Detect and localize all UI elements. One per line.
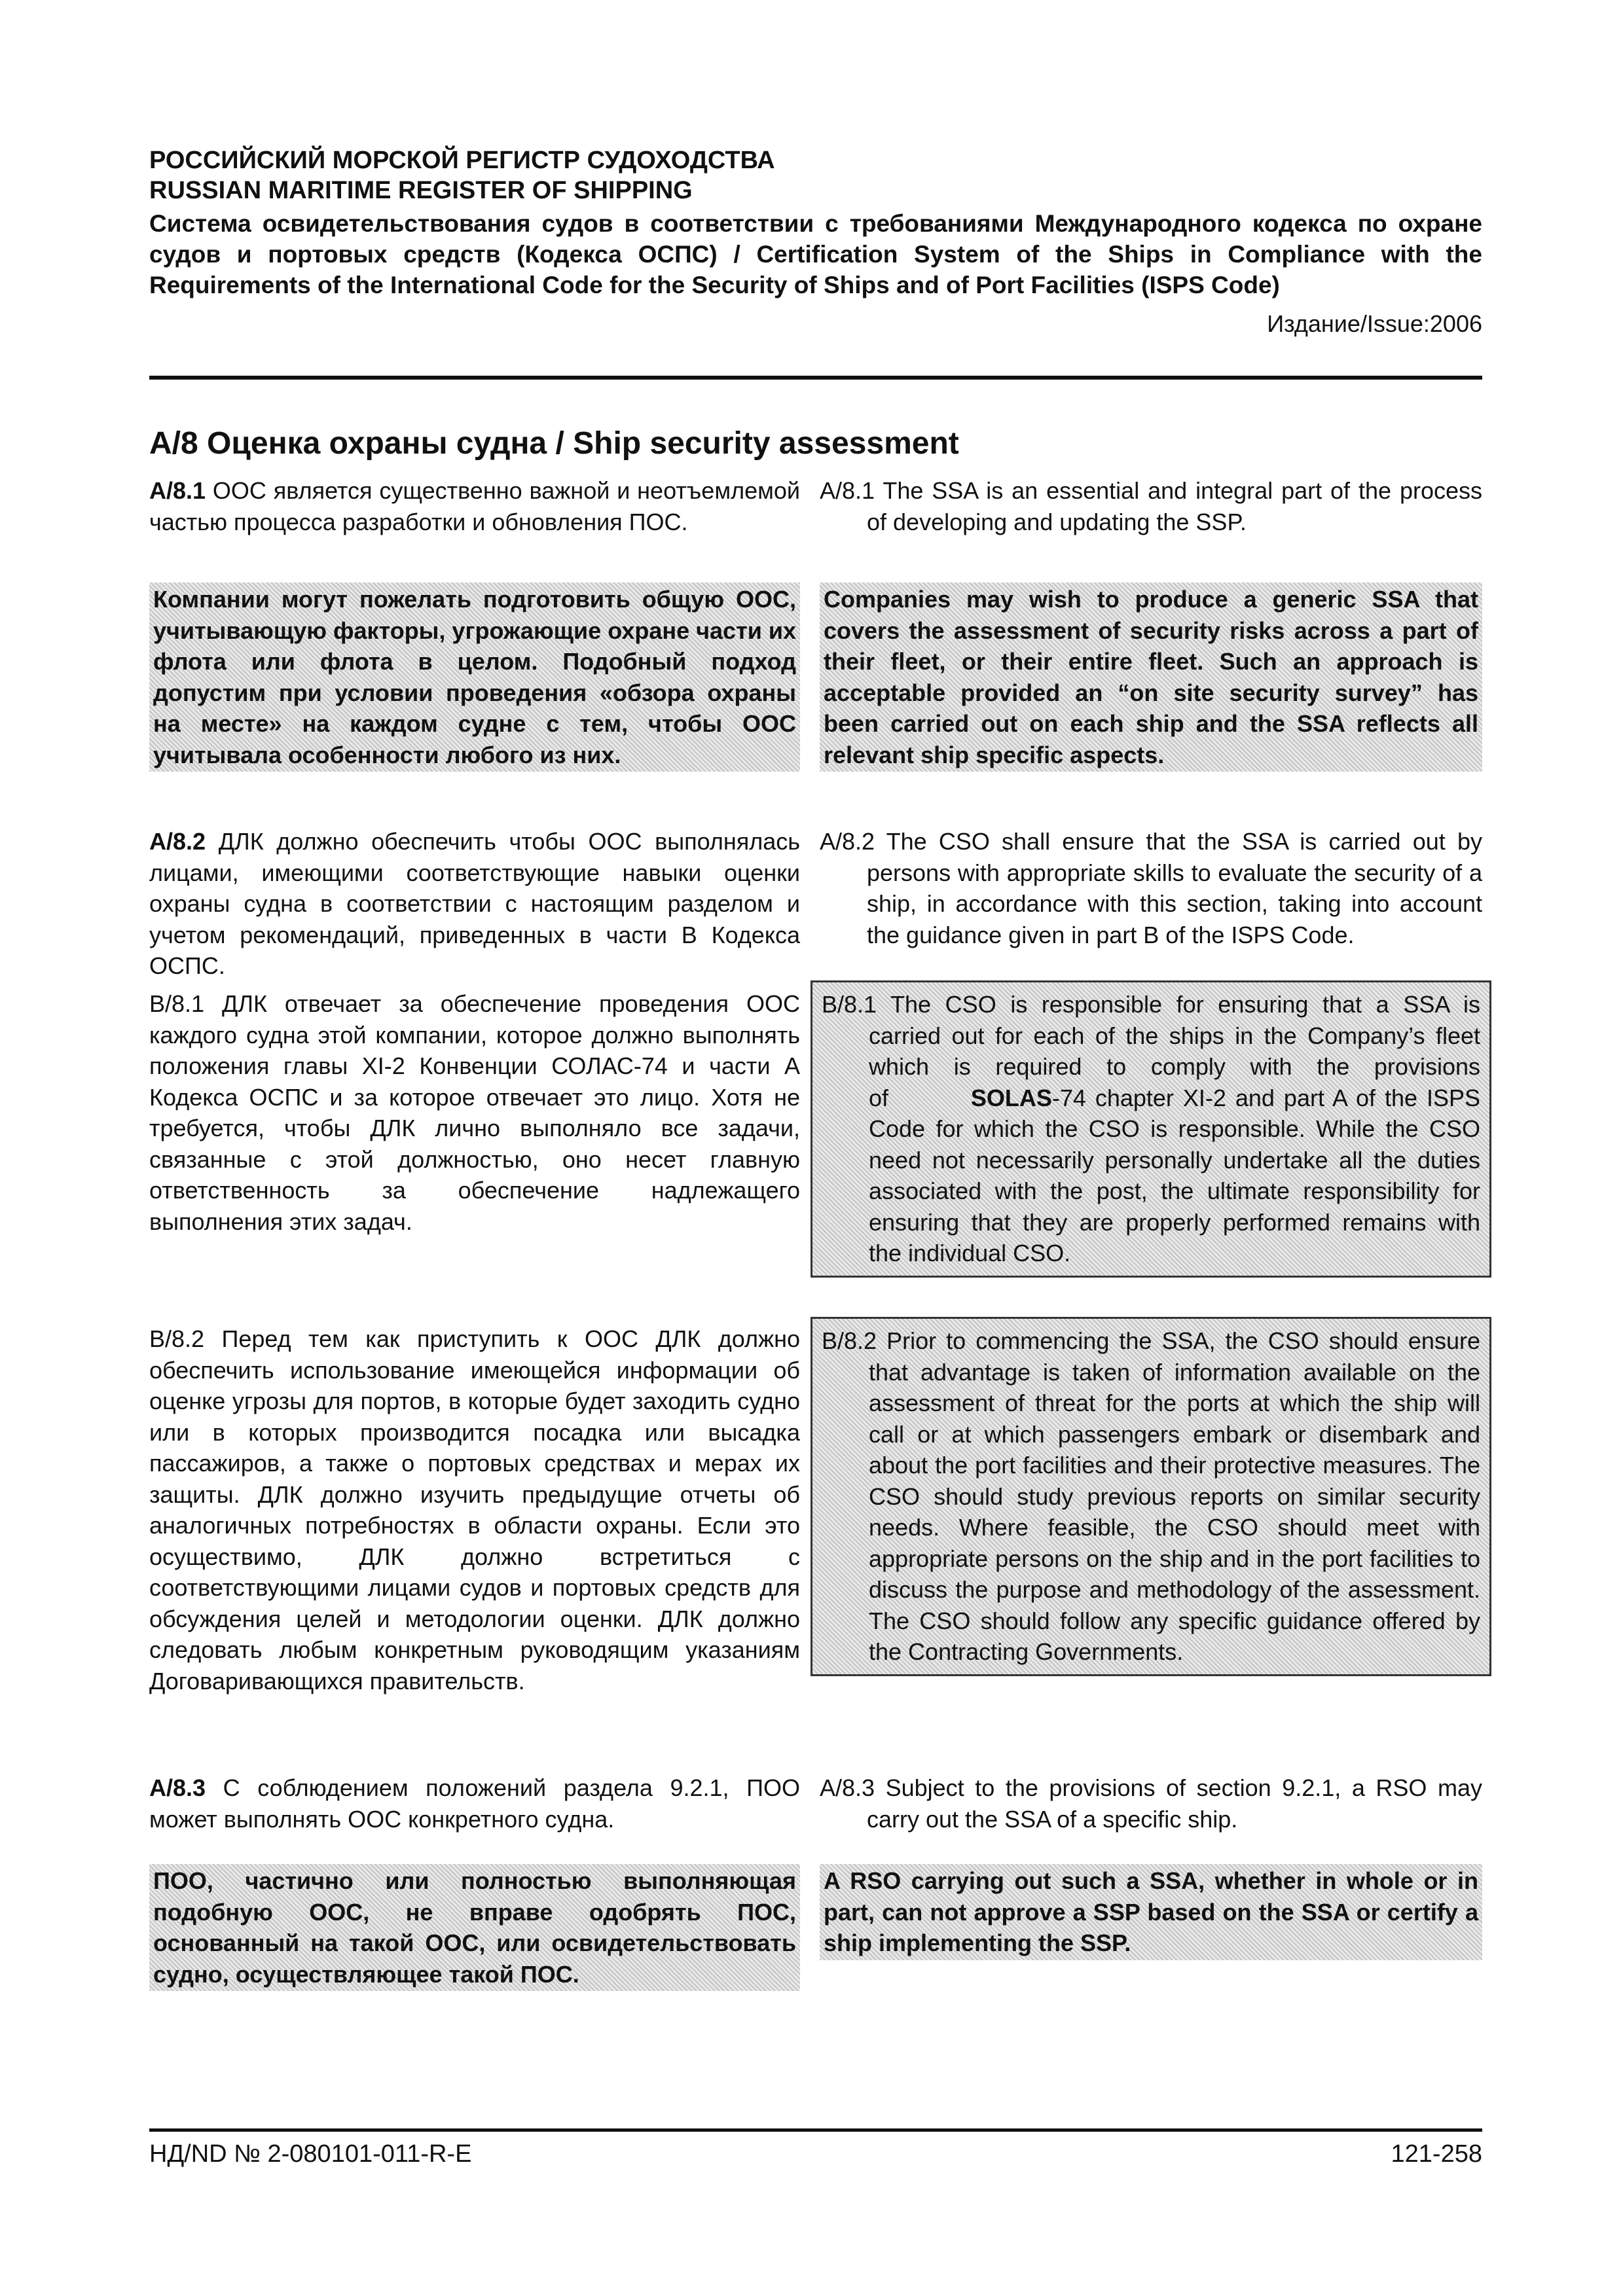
paragraph-text: ДЛК должно обеспечить чтобы ООС выполнялась лицами, имеющими соответствующие навыки оценки охраны судна в соответствии с настоящим разделом и учетом рекомендаций, приведенных в части В Кодекса ОСПС. [149,828,800,979]
note-a81-ru: Компании могут пожелать подготовить общую ООС, учитывающую факторы, угрожающие охране части их флота или флота в целом. Подобный подход допустим при условии проведения «обзора охраны на месте» на каждом судне с тем, чтобы ООС учитывала особенности любого из них. [149,583,800,772]
page-number: 121-258 [1391,2140,1482,2168]
paragraph-text-part: B/8.1 The CSO is responsible for ensuring that a SSA is carried out for each of the ships in the Company’s fleet which is required to comply with the provisions of [822,991,1480,1111]
certification-system-title: Система освидетельствования судов в соответствии с требованиями Международного кодекса по охране судов и портовых средств (Кодекса ОСПС) / Certification System of the Ships in Compliance with the Requirements of the International Code for the Security of Ships and of Port Facilities (ISPS Code) [149,210,1482,298]
paragraph-text [822,989,1480,1269]
paragraph-text: B/8.2 Prior to commencing the SSA, the CSO should ensure that advantage is taken of information available on the assessment of threat for the ports at which the ship will call or at which passengers embark or disembark and about the port facilities and their protective measures. The CSO should study previous reports on similar security needs. Where feasible, the CSO should meet with appropriate persons on the ship and in the port facilities to discuss the purpose and methodology of the assessment. The CSO should follow any specific guidance offered by the Contracting Governments. [822,1327,1480,1665]
footer-divider [149,2128,1482,2132]
paragraph-a81-ru [149,475,800,537]
section-title: А/8 Оценка охраны судна / Ship security assessment [149,426,959,461]
paragraph-text-part: -74 chapter XI-2 and part A of the ISPS Code for which the CSO is responsible. While the CSO need not necessarily personally undertake all the duties associated with the post, the ultimate responsibility for ensuring that they are properly performed remains with the individual CSO. [869,1084,1480,1266]
note-a83-en: A RSO carrying out such a SSA, whether in whole or in part, can not approve a SSP based on the SSA or certify a ship implementing the SSP. [820,1864,1482,1960]
note-a83-ru: ПОО, частично или полностью выполняющая подобную ООС, не вправе одобрять ПОС, основанный на такой ООС, или освидетельствовать судно, осуществляющее такой ПОС. [149,1864,800,1991]
paragraph-b82-en [811,1317,1491,1676]
paragraph-number: А/8.3 [149,1774,206,1801]
paragraph-a83-ru [149,1772,800,1835]
org-name-en: RUSSIAN MARITIME REGISTER OF SHIPPING [149,177,693,204]
paragraph-b81-ru: В/8.1 ДЛК отвечает за обеспечение проведения ООС каждого судна этой компании, которое должно выполнять положения главы XI-2 Конвенции СОЛАС-74 и части А Кодекса ОСПС и за которое отвечает это лицо. Хотя не требуется, чтобы ДЛК лично выполняло все задачи, связанные с этой должностью, оно несет главную ответственность за обеспечение надлежащего выполнения этих задач. [149,990,800,1235]
paragraph-b82-ru: В/8.2 Перед тем как приступить к ООС ДЛК должно обеспечить использование имеющейся информации об оценке угрозы для портов, в которые будет заходить судно или в которых производится посадка или высадка пассажиров, а также о портовых средствах и мерах их защиты. ДЛК должно изучить предыдущие отчеты об аналогичных потребностях в области охраны. Если это осуществимо, ДЛК должно встретиться с соответствующими лицами судов и портовых средств для обсуждения целей и методологии оценки. ДЛК должно следовать любым конкретным руководящим указаниям Договаривающихся правительств. [149,1325,800,1695]
paragraph-a82-ru [149,826,800,982]
paragraph-a81-en [820,475,1482,537]
issue-label: Издание/Issue:2006 [1267,310,1482,337]
paragraph-text: С соблюдением положений раздела 9.2.1, ПОО может выполнять ООС конкретного судна. [149,1774,800,1833]
paragraph-text: ООС является существенно важной и неотъемлемой частью процесса разработки и обновления ПОС. [149,477,800,535]
note-a81-en: Companies may wish to produce a generic SSA that covers the assessment of security risks across a part of their fleet, or their entire fleet. Such an approach is acceptable provided an “on site security survey” has been carried out on each ship and the SSA reflects all relevant ship specific aspects. [820,583,1482,772]
paragraph-number: А/8.2 [149,828,206,855]
paragraph-text: A/8.2 The CSO shall ensure that the SSA is carried out by persons with appropriate skills to evaluate the security of a ship, in accordance with this section, taking into account the guidance given in part B of the ISPS Code. [820,828,1482,948]
solas-term: SOLAS [970,1084,1052,1111]
paragraph-text: A/8.1 The SSA is an essential and integral part of the process of developing and updating the SSP. [820,477,1482,535]
paragraph-text: A/8.3 Subject to the provisions of section 9.2.1, a RSO may carry out the SSA of a specific ship. [820,1774,1482,1833]
document-header [149,145,1482,338]
document-number: НД/ND № 2-080101-011-R-E [149,2140,472,2168]
paragraph-a83-en [820,1772,1482,1835]
paragraph-a82-en [820,826,1482,950]
header-divider [149,376,1482,380]
org-name-ru: РОССИЙСКИЙ МОРСКОЙ РЕГИСТР СУДОХОДСТВА [149,147,775,174]
paragraph-b81-en [811,980,1491,1278]
document-footer [149,2139,1482,2169]
paragraph-number: А/8.1 [149,477,206,504]
